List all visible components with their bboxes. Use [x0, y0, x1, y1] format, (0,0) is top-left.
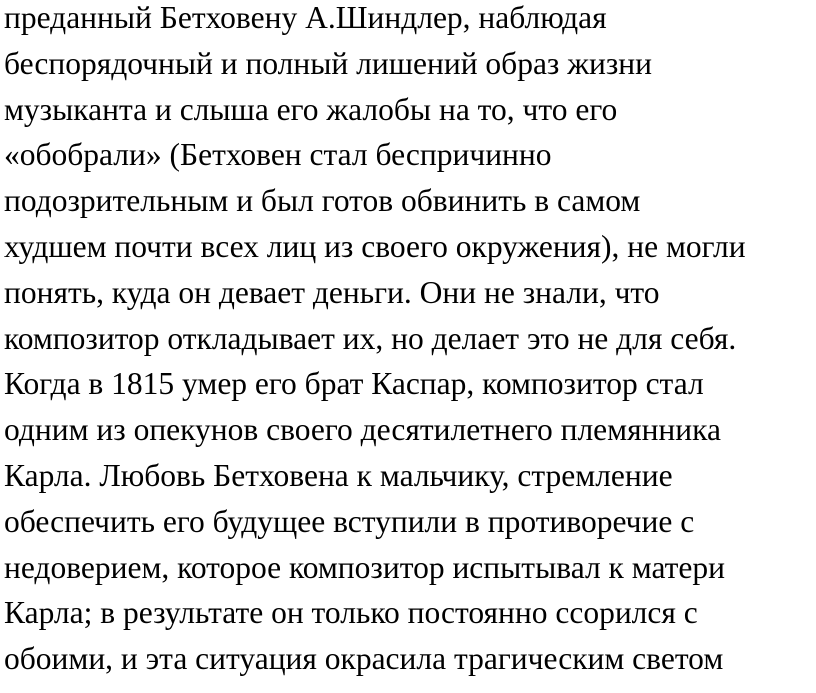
text-line: «обобрали» (Бетховен стал беспричинно [4, 137, 552, 173]
text-line: недоверием, которое композитор испытывал к матери [4, 549, 725, 585]
text-line: композитор откладывает их, но делает это не для себя. [4, 320, 737, 356]
text-line: музыканта и слыша его жалобы на то, что его [4, 91, 618, 127]
text-line: одним из опекунов своего десятилетнего племянника [4, 412, 721, 448]
text-line: подозрительным и был готов обвинить в самом [4, 183, 641, 219]
text-line: преданный Бетховену А.Шиндлер, наблюдая [4, 0, 607, 35]
text-line: Карла. Любовь Бетховена к мальчику, стремление [4, 457, 673, 493]
text-line: обоими, и эта ситуация окрасила трагическим светом [4, 641, 724, 677]
text-line: Карла; в результате он только постоянно ссорился с [4, 595, 698, 631]
text-line: беспорядочный и полный лишений образ жизни [4, 45, 653, 81]
document-body-text [4, 0, 746, 682]
text-line: Когда в 1815 умер его брат Каспар, композитор стал [4, 366, 704, 402]
text-line: обеспечить его будущее вступили в противоречие с [4, 503, 695, 539]
text-line: худшем почти всех лиц из своего окружения), не могли [4, 228, 746, 264]
text-line: понять, куда он девает деньги. Они не знали, что [4, 274, 660, 310]
